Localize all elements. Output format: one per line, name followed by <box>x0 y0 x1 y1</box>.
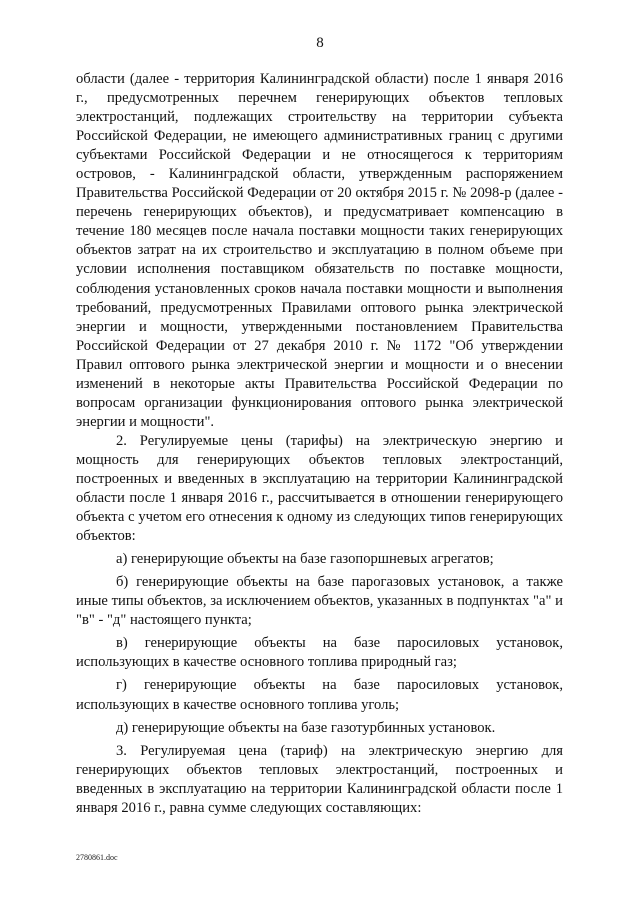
document-body <box>76 70 563 818</box>
list-item-b: б) генерирующие объекты на базе парогазовых установок, а также иные типы объектов, за исключением объектов, указанных в подпунктах "а" и "в" - "д" настоящего пункта; <box>76 574 563 629</box>
list-item-a: а) генерирующие объекты на базе газопоршневых агрегатов; <box>116 551 494 568</box>
paragraph-clause-2: 2. Регулируемые цены (тарифы) на электрическую энергию и мощность для генерирующих объектов тепловых электростанций, построенных и введенных в эксплуатацию на территории Калининградской области после 1 января 2016 г., рассчитывается в отношении генерирующего объекта с учетом его отнесения к одному из следующих типов генерирующих объектов: <box>76 432 563 545</box>
paragraph-clause-3: 3. Регулируемая цена (тариф) на электрическую энергию для генерирующих объектов тепловых электростанций, построенных и введенных в эксплуатацию на территории Калининградской области после 1 января 2016 г., равна сумме следующих составляющих: <box>76 742 563 816</box>
list-item-g: г) генерирующие объекты на базе паросиловых установок, использующих в качестве основного топлива уголь; <box>76 677 563 713</box>
list-item-d: д) генерирующие объекты на базе газотурбинных установок. <box>116 719 496 736</box>
paragraph-continuation: области (далее - территория Калининградской области) после 1 января 2016 г., предусмотренных перечнем генерирующих объектов тепловых электростанций, подлежащих строительству на территории субъекта Российской Федерации, не имеющего административных границ с другими субъектами Российской Федерации и не относящегося к территориям островов, - Калининградской области, утвержденным распоряжением Правительства Российской Федерации от 20 октября 2015 г. № 2098-р (далее - перечень генерирующих объектов), и предусматривает компенсацию в течение 180 месяцев после начала поставки мощности таких генерирующих объектов затрат на их строительство и эксплуатацию в полном объеме при условии исполнения поставщиком обязательств по поставке мощности, соблюдения установленных сроков начала поставки мощности и выполнения требований, предусмотренных Правилами оптового рынка электрической энергии и мощности, утвержденными постановлением Правительства Российской Федерации от 27 декабря 2010 г. № 1172 "Об утверждении Правил оптового рынка электрической энергии и мощности и о внесении изменений в некоторые акты Правительства Российской Федерации по вопросам организации функционирования оптового рынка электрической энергии и мощности". <box>76 71 563 430</box>
page-number: 8 <box>316 35 324 51</box>
list-item-v: в) генерирующие объекты на базе паросиловых установок, использующих в качестве основного топлива природный газ; <box>76 635 563 671</box>
document-code: 2780861.doc <box>76 853 118 862</box>
